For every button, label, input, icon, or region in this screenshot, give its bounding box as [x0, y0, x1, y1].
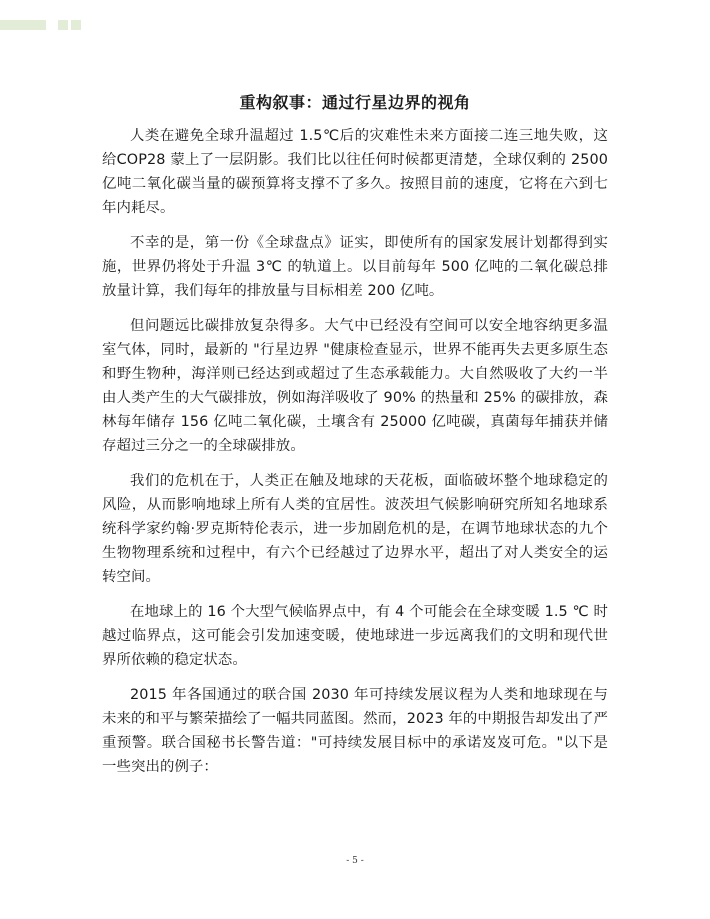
paragraph: 但问题远比碳排放复杂得多。大气中已经没有空间可以安全地容纳更多温室气体，同时，最新的 "行星边界 "健康检查显示，世界不能再失去更多原生态和野生物种，海洋则已经达到或超过了生态承载能力。大自然吸收了大约一半由人类产生的大气碳排放，例如海洋吸收了 90% 的热量和 25% 的碳排放，森林每年储存 156 亿吨二氧化碳，土壤含有 25000 亿吨碳，真菌每年捕获并储存超过三分之一的全球碳排放。 [102, 318, 608, 454]
document-title: 重构叙事：通过行星边界的视角 [239, 93, 471, 112]
paragraph: 人类在避免全球升温超过 1.5℃后的灾难性未来方面接二连三地失败，这给COP28 蒙上了一层阴影。我们比以往任何时候都更清楚，全球仅剩的 2500 亿吨二氧化碳当量的碳预算将支撑不了多久。按照目前的速度，它将在六到七年内耗尽。 [102, 128, 608, 216]
paragraph: 2015 年各国通过的联合国 2030 年可持续发展议程为人类和地球现在与未来的和平与繁荣描绘了一幅共同蓝图。然而，2023 年的中期报告却发出了严重预警。联合国秘书长警告道："可持续发展目标中的承诺岌岌可危。"以下是一些突出的例子： [102, 687, 608, 775]
paragraph: 我们的危机在于，人类正在触及地球的天花板，面临破坏整个地球稳定的风险，从而影响地球上所有人类的宜居性。波茨坦气候影响研究所知名地球系统科学家约翰·罗克斯特伦表示，进一步加剧危机的是，在调节地球状态的九个生物物理系统和过程中，有六个已经越过了边界水平，超出了对人类安全的运转空间。 [102, 473, 608, 585]
header-decoration-square [71, 20, 81, 30]
page-number: - 5 - [346, 856, 364, 866]
header-decoration-bar [0, 20, 46, 30]
document-body [102, 124, 608, 790]
paragraph: 在地球上的 16 个大型气候临界点中，有 4 个可能会在全球变暖 1.5 ℃ 时越过临界点，这可能会引发加速变暖，使地球进一步远离我们的文明和现代世界所依赖的稳定状态。 [102, 604, 608, 668]
paragraph: 不幸的是，第一份《全球盘点》证实，即使所有的国家发展计划都得到实施，世界仍将处于升温 3℃ 的轨道上。以目前每年 500 亿吨的二氧化碳总排放量计算，我们每年的排放量与目标相差 200 亿吨。 [102, 235, 608, 299]
header-decoration-square [58, 20, 68, 30]
